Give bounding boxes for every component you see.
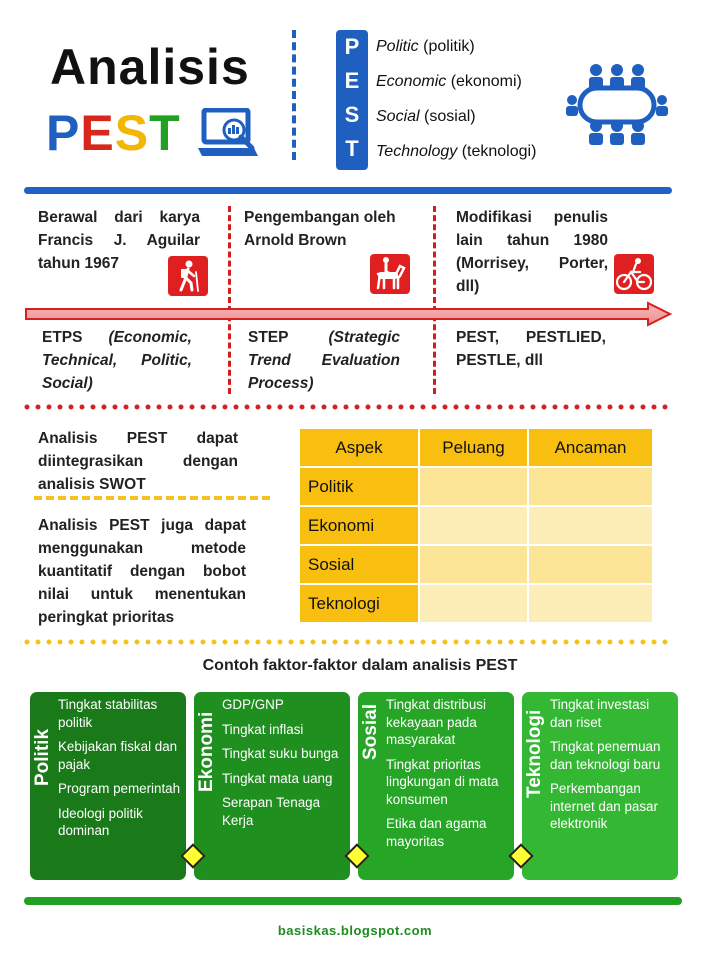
table-row-label: Teknologi (299, 584, 419, 623)
card-sosial (358, 692, 514, 880)
timeline-subtext-detail: (Strategic Trend Evaluation Process) (248, 329, 400, 392)
green-divider-bar (24, 897, 682, 905)
timeline-subtext-1 (42, 326, 192, 395)
horse-rider-icon (370, 254, 410, 294)
cyclist-icon (614, 254, 654, 294)
timeline-subtext-prefix: STEP (248, 329, 289, 346)
table-cell (528, 584, 653, 623)
list-item: Ideologi politik dominan (58, 805, 143, 838)
laptop-magnifier-icon (198, 108, 262, 160)
card-label (196, 696, 220, 792)
table-row (299, 506, 653, 545)
timeline-subtext-2 (248, 326, 400, 395)
title-letter-t: T (149, 105, 181, 161)
list-item: Tingkat prioritas lingkungan di mata konsumen (386, 756, 499, 807)
list-item: Tingkat stabilitas politik (58, 697, 158, 730)
pest-letter-bar (336, 30, 368, 170)
timeline-subtext-prefix: ETPS (42, 329, 83, 346)
swot-integration-text: Analisis PEST dapat diintegrasikan dengan analisis SWOT (38, 430, 238, 493)
people-meeting-icon (566, 64, 668, 146)
card-teknologi (522, 692, 678, 880)
title-letter-e: E (80, 105, 115, 161)
blue-divider-bar (24, 187, 672, 194)
list-item: Tingkat distribusi kekayaan pada masyarakat (386, 697, 486, 747)
table-header-ancaman: Ancaman (528, 428, 653, 467)
table-cell (528, 545, 653, 584)
list-item: Perkembangan internet dan pasar elektronik (550, 781, 658, 831)
table-cell (419, 584, 528, 623)
pest-row-technology (376, 143, 536, 161)
list-item: Tingkat penemuan dan teknologi baru (550, 739, 661, 772)
table-cell (419, 467, 528, 506)
header-divider (292, 30, 296, 160)
list-item: Kebijakan fiskal dan pajak (58, 739, 178, 772)
pest-letter-p: P (344, 34, 360, 59)
card-item-list (222, 696, 346, 836)
timeline-divider-1 (228, 206, 231, 394)
pest-translation: (sosial) (424, 108, 476, 125)
title-pest (46, 104, 181, 162)
title-analisis: Analisis (50, 39, 250, 95)
list-item: Serapan Tenaga Kerja (222, 795, 321, 828)
timeline-text-1: Berawal dari karya Francis J. Aguilar tahun 1967 (38, 209, 200, 272)
examples-title: Contoh faktor-faktor dalam analisis PEST (202, 657, 518, 674)
pest-letter-t: T (345, 136, 359, 161)
red-dotted-divider (24, 404, 672, 410)
timeline-arrow (24, 301, 672, 327)
pest-term: Politic (376, 38, 419, 55)
yellow-dotted-divider (24, 639, 672, 645)
pest-row-social (376, 108, 476, 126)
table-row (299, 545, 653, 584)
card-label (32, 696, 56, 786)
pest-term: Social (376, 108, 420, 125)
table-cell (528, 506, 653, 545)
quantitative-method-text: Analisis PEST juga dapat menggunakan metode kuantitatif dengan bobot nilai untuk menentukan peringkat prioritas (38, 517, 246, 626)
card-ekonomi (194, 692, 350, 880)
yellow-dashed-divider (34, 496, 270, 500)
list-item: Program pemerintah (58, 781, 181, 796)
card-politik (30, 692, 186, 880)
table-header-row (299, 428, 653, 467)
card-label-text: Ekonomi (196, 711, 217, 792)
footer-url: basiskas.blogspot.com (277, 923, 433, 938)
card-label (524, 696, 548, 798)
table-row-label: Politik (299, 467, 419, 506)
timeline-subtext-detail: (Economic, Technical, Politic, Social) (42, 329, 192, 392)
card-item-list (386, 696, 510, 857)
card-label-text: Teknologi (524, 709, 545, 798)
list-item: Etika dan agama mayoritas (386, 816, 487, 849)
list-item: Tingkat suku bunga (222, 746, 339, 761)
list-item: GDP/GNP (222, 697, 284, 712)
timeline-text-2: Pengembangan oleh Arnold Brown (244, 209, 396, 249)
table-row-label: Sosial (299, 545, 419, 584)
timeline-subtext-3 (456, 326, 606, 372)
title-letter-s: S (114, 105, 150, 161)
table-cell (528, 467, 653, 506)
table-row-label: Ekonomi (299, 506, 419, 545)
table-row (299, 467, 653, 506)
table-cell (419, 545, 528, 584)
card-item-list (550, 696, 674, 840)
title-letter-p: P (46, 105, 81, 161)
card-label-text: Politik (32, 728, 53, 786)
pest-letter-s: S (344, 102, 360, 127)
table-row (299, 584, 653, 623)
pest-row-politic (376, 38, 475, 56)
list-item: Tingkat investasi dan riset (550, 697, 650, 730)
timeline-divider-2 (433, 206, 436, 394)
list-item: Tingkat mata uang (222, 770, 333, 786)
pest-translation: (politik) (423, 38, 475, 55)
pest-row-economic (376, 73, 522, 91)
card-item-list (58, 696, 182, 847)
table-header-aspek: Aspek (299, 428, 419, 467)
card-label (360, 696, 384, 760)
list-item: Tingkat inflasi (222, 721, 304, 737)
pest-translation: (ekonomi) (450, 73, 522, 90)
timeline-text-3: Modifikasi penulis lain tahun 1980 (Morrisey, Porter, dll) (456, 209, 608, 295)
table-cell (419, 506, 528, 545)
table-header-peluang: Peluang (419, 428, 528, 467)
hiker-icon (168, 256, 208, 296)
timeline-subtext-prefix: PEST, PESTLIED, PESTLE, dll (456, 329, 606, 369)
pest-letter-e: E (344, 68, 360, 93)
pest-term: Technology (376, 143, 458, 160)
pest-translation: (teknologi) (461, 143, 537, 160)
aspect-table (298, 427, 654, 624)
pest-term: Economic (376, 73, 447, 90)
card-label-text: Sosial (360, 704, 381, 760)
